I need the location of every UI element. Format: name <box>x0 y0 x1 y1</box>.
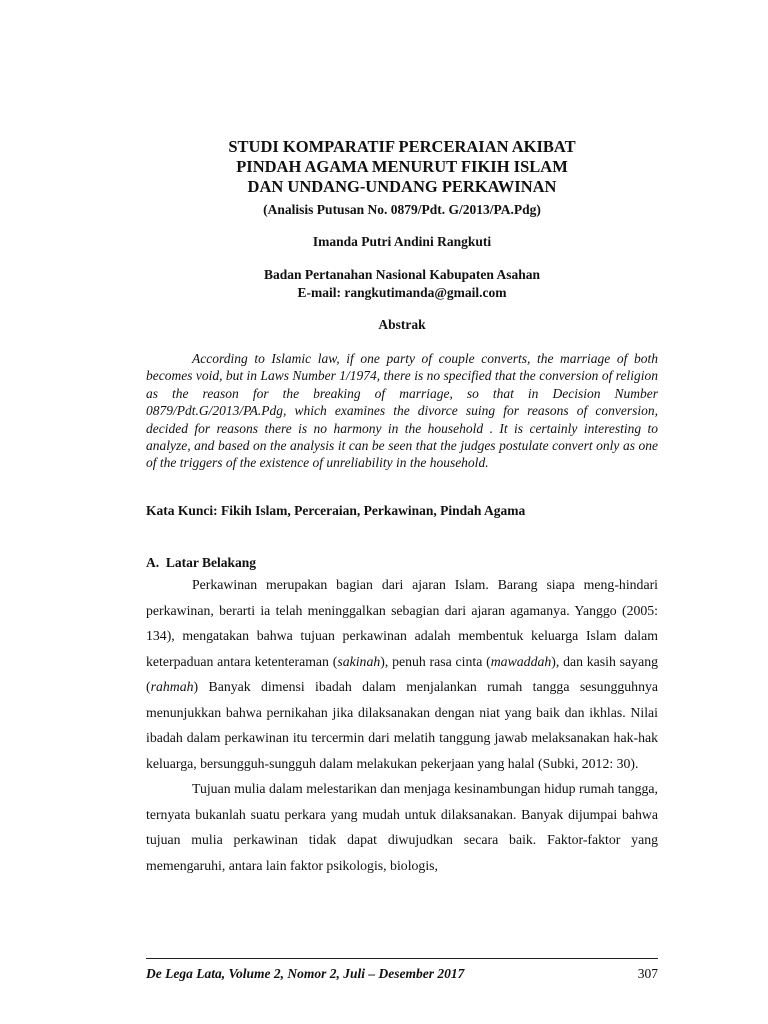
title-line-3: DAN UNDANG-UNDANG PERKAWINAN <box>247 177 557 196</box>
institution: Badan Pertanahan Nasional Kabupaten Asahan <box>263 267 541 282</box>
p1-text-4: ) Banyak dimensi ibadah dalam menjalankan rumah tangga sesungguhnya menunjukkan bahwa pernikahan jika dilaksanakan dengan niat yang baik dan ikhlas. Nilai ibadah dalam perkawinan itu tercermin dari melatih tanggung jawab melaksanakan hak-hak keluarga, bersungguh-sungguh dalam melakukan pekerjaan yang halal (Subki, 2012: 30). <box>146 679 658 771</box>
p1-text-2: ), penuh rasa cinta ( <box>380 653 491 669</box>
paper-page <box>146 0 658 1024</box>
paper-subtitle: (Analisis Putusan No. 0879/Pdt. G/2013/PA.Pdg) <box>263 202 541 217</box>
footer-rule <box>146 958 658 959</box>
abstract-heading: Abstrak <box>378 317 426 332</box>
journal-citation: De Lega Lata, Volume 2, Nomor 2, Juli – Desember 2017 <box>146 966 465 981</box>
p1-italic-term-mawaddah: mawaddah <box>490 653 552 669</box>
page-number: 307 <box>637 966 658 981</box>
title-line-1: STUDI KOMPARATIF PERCERAIAN AKIBAT <box>228 137 576 156</box>
page-footer <box>146 965 658 983</box>
keywords: Kata Kunci: Fikih Islam, Perceraian, Perkawinan, Pindah Agama <box>146 503 526 518</box>
abstract-text: According to Islamic law, if one party of couple converts, the marriage of both becomes void, but in Laws Number 1/1974, there is no specified that the conversion of religion as the reason for the breaking of marriage, so that in Decision Number 0879/Pdt.G/2013/PA.Pdg, which examines the divorce suing for reasons of conversion, decided for reasons there is no harmony in the household . It is certainly interesting to analyze, and based on the analysis it can be seen that the judges postulate convert only as one of the triggers of the existence of unreliability in the household. <box>146 351 658 471</box>
title-line-2: PINDAH AGAMA MENURUT FIKIH ISLAM <box>236 157 568 176</box>
author-email: E-mail: rangkutimanda@gmail.com <box>297 285 507 300</box>
body-paragraph-1 <box>146 572 658 776</box>
author-affiliation <box>146 266 658 302</box>
author-name: Imanda Putri Andini Rangkuti <box>312 234 492 249</box>
p1-text-3: ), dan kasih sayang ( <box>146 653 658 694</box>
section-body <box>146 572 658 878</box>
p1-italic-term-rahmah: rahmah <box>150 679 194 694</box>
body-paragraph-2: Tujuan mulia dalam melestarikan dan menjaga kesinambungan hidup rumah tangga, ternyata bukanlah suatu perkara yang mudah untuk dilaksanakan. Banyak dijumpai bahwa tujuan mulia perkawinan tidak dapat diwujudkan secara baik. Faktor-faktor yang memengaruhi, antara lain faktor psikologis, biologis, <box>146 781 658 873</box>
section-heading: A. Latar Belakang <box>146 555 257 570</box>
p1-text-1: Perkawinan merupakan bagian dari ajaran Islam. Barang siapa meng-hindari perkawinan, berarti ia telah meninggalkan sebagian dari ajaran agamanya. Yanggo (2005: 134), mengatakan bahwa tujuan perkawinan adalah membentuk keluarga Islam dalam keterpaduan antara ketenteraman ( <box>146 577 658 669</box>
paper-title <box>146 137 658 197</box>
p1-italic-term-sakinah: sakinah <box>337 653 381 669</box>
